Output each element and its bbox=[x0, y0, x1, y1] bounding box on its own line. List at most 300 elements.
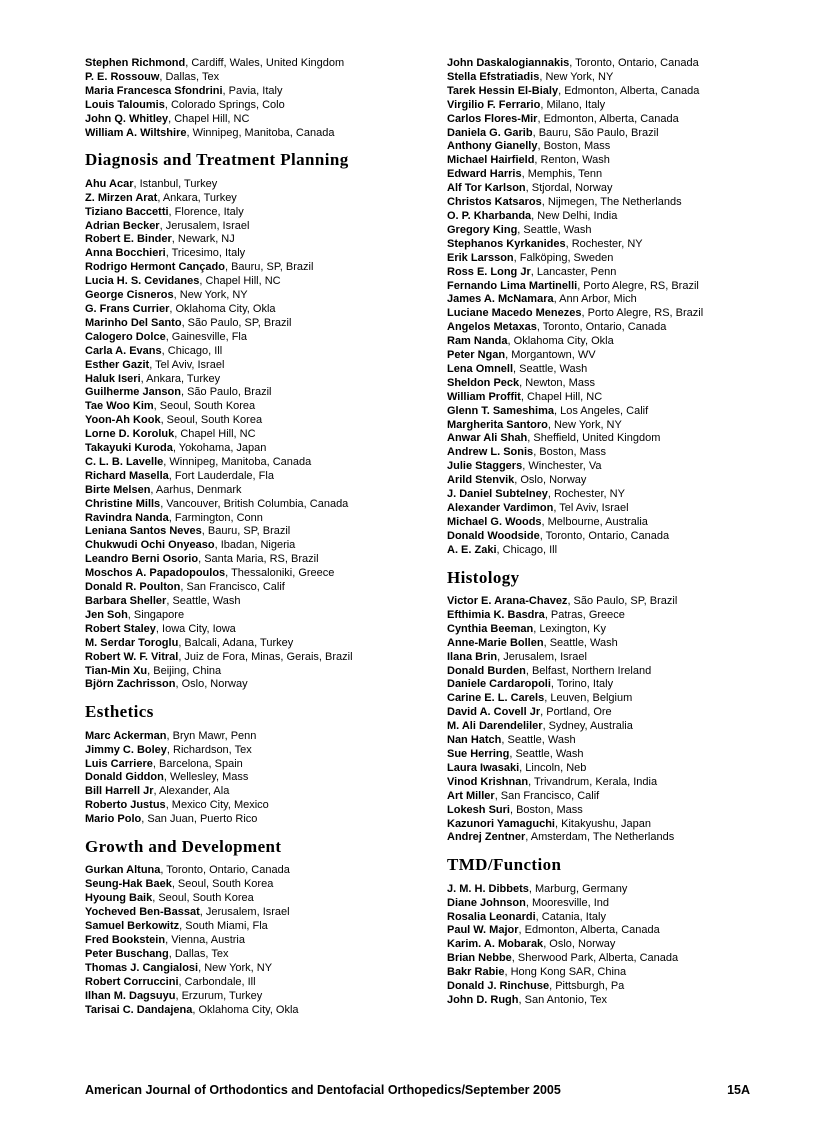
reviewer-location: , Lancaster, Penn bbox=[530, 265, 617, 278]
reviewer-name: Rodrigo Hermont Cançado bbox=[85, 261, 225, 274]
section-heading: Diagnosis and Treatment Planning bbox=[85, 150, 349, 170]
footer-page-number: 15A bbox=[727, 1083, 750, 1097]
reviewer-location: , Edmonton, Alberta, Canada bbox=[518, 924, 660, 937]
reviewer-location: , Amsterdam, The Netherlands bbox=[525, 831, 675, 844]
reviewer-name: Christos Katsaros bbox=[447, 196, 542, 209]
reviewer-name: Ross E. Long Jr bbox=[447, 265, 531, 278]
reviewer-name: George Cisneros bbox=[85, 289, 174, 302]
reviewer-location: , Pittsburgh, Pa bbox=[549, 980, 625, 993]
reviewer-entry bbox=[447, 623, 792, 637]
reviewer-entry bbox=[447, 952, 792, 966]
reviewer-location: , Boston, Mass bbox=[537, 140, 611, 153]
reviewer-name: Robert E. Binder bbox=[85, 233, 172, 246]
reviewer-location: , Seoul, South Korea bbox=[171, 878, 274, 891]
reviewer-location: , Oslo, Norway bbox=[543, 938, 616, 951]
reviewer-name: Michael Hairfield bbox=[447, 154, 535, 167]
reviewer-name: Fred Bookstein bbox=[85, 934, 166, 947]
reviewer-name: Takayuki Kuroda bbox=[85, 442, 173, 455]
reviewer-name: Rosalia Leonardi bbox=[447, 910, 536, 923]
reviewer-name: Ilana Brin bbox=[447, 650, 498, 663]
reviewer-location: , Wellesley, Mass bbox=[163, 771, 249, 784]
reviewer-entry bbox=[447, 85, 792, 99]
reviewer-name: John Q. Whitley bbox=[85, 112, 169, 125]
reviewer-entry bbox=[85, 665, 430, 679]
reviewer-location: , Patras, Greece bbox=[544, 608, 625, 621]
reviewer-name: Kazunori Yamaguchi bbox=[447, 817, 555, 830]
reviewer-entry bbox=[85, 878, 430, 892]
reviewer-entry bbox=[447, 432, 792, 446]
reviewer-entry bbox=[447, 488, 792, 502]
reviewer-name: Vinod Krishnan bbox=[447, 775, 529, 788]
reviewer-name: Daniele Cardaropoli bbox=[447, 678, 551, 691]
reviewer-entry bbox=[447, 293, 792, 307]
reviewer-name: Jen Soh bbox=[85, 608, 128, 621]
reviewer-name: Peter Ngan bbox=[447, 349, 506, 362]
reviewer-location: , Oklahoma City, Okla bbox=[169, 302, 276, 315]
reviewer-entry bbox=[85, 386, 430, 400]
reviewer-location: , São Paulo, Brazil bbox=[180, 386, 272, 399]
reviewer-name: Calogero Dolce bbox=[85, 330, 166, 343]
reviewer-location: , Pavia, Italy bbox=[222, 84, 283, 97]
reviewer-entry bbox=[85, 233, 430, 247]
reviewer-entry bbox=[447, 196, 792, 210]
reviewer-name: Robert Staley bbox=[85, 622, 156, 635]
reviewer-name: Luis Carriere bbox=[85, 757, 153, 770]
reviewer-location: , Lincoln, Neb bbox=[519, 761, 587, 774]
reviewer-location: , Kitakyushu, Japan bbox=[555, 817, 652, 830]
reviewer-location: , Seattle, Wash bbox=[166, 595, 241, 608]
reviewer-entry bbox=[85, 456, 430, 470]
reviewer-location: , San Juan, Puerto Rico bbox=[141, 813, 258, 826]
reviewer-location: , Bauru, São Paulo, Brazil bbox=[532, 126, 659, 139]
reviewer-entry bbox=[447, 897, 792, 911]
reviewer-name: Daniela G. Garib bbox=[447, 126, 533, 139]
reviewer-entry bbox=[85, 906, 430, 920]
reviewer-name: Sheldon Peck bbox=[447, 376, 520, 389]
reviewer-name: Birte Melsen bbox=[85, 483, 151, 496]
reviewer-entry bbox=[447, 706, 792, 720]
reviewer-name: Fernando Lima Martinelli bbox=[447, 279, 578, 292]
reviewer-entry bbox=[447, 924, 792, 938]
reviewer-entry bbox=[85, 373, 430, 387]
reviewer-name: Adrian Becker bbox=[85, 219, 160, 232]
reviewer-entry bbox=[85, 289, 430, 303]
reviewer-location: , Toronto, Ontario, Canada bbox=[536, 321, 667, 334]
reviewer-name: Marc Ackerman bbox=[85, 729, 167, 742]
reviewer-entry bbox=[85, 623, 430, 637]
reviewer-location: , Mexico City, Mexico bbox=[165, 799, 269, 812]
reviewer-name: Michael G. Woods bbox=[447, 515, 542, 528]
reviewer-name: Alexander Vardimon bbox=[447, 502, 554, 514]
reviewer-location: , Marburg, Germany bbox=[528, 882, 628, 895]
reviewer-location: , Cardiff, Wales, United Kingdom bbox=[185, 57, 345, 69]
reviewer-name: Leniana Santos Neves bbox=[85, 525, 202, 538]
reviewer-location: , Rochester, NY bbox=[565, 237, 643, 250]
reviewer-entry bbox=[85, 317, 430, 331]
reviewer-name: James A. McNamara bbox=[447, 293, 554, 306]
reviewer-entry bbox=[85, 206, 430, 220]
reviewer-location: , Edmonton, Alberta, Canada bbox=[537, 112, 679, 125]
reviewer-entry bbox=[85, 414, 430, 428]
reviewer-name: A. E. Zaki bbox=[447, 543, 497, 556]
reviewer-entry bbox=[447, 748, 792, 762]
reviewer-entry bbox=[447, 938, 792, 952]
reviewer-name: Tiziano Baccetti bbox=[85, 205, 169, 218]
reviewer-entry bbox=[85, 813, 430, 827]
reviewer-entry bbox=[85, 400, 430, 414]
reviewer-entry bbox=[447, 762, 792, 776]
reviewer-location: , Memphis, Tenn bbox=[521, 168, 603, 181]
reviewer-location: , Dallas, Tex bbox=[159, 70, 220, 83]
reviewer-entry bbox=[447, 502, 792, 516]
reviewer-name: M. Serdar Toroglu bbox=[85, 636, 179, 649]
reviewer-location: , New York, NY bbox=[173, 289, 248, 302]
reviewer-name: Gurkan Altuna bbox=[85, 864, 161, 877]
reviewer-location: , Catania, Italy bbox=[535, 910, 606, 923]
reviewer-entry bbox=[447, 692, 792, 706]
reviewer-location: , New York, NY bbox=[547, 418, 622, 431]
reviewer-name: Tae Woo Kim bbox=[85, 400, 154, 413]
reviewer-entry bbox=[85, 85, 430, 99]
reviewer-location: , Thessaloniki, Greece bbox=[225, 567, 335, 580]
reviewer-location: , Chicago, Ill bbox=[161, 344, 223, 357]
reviewer-entry bbox=[85, 127, 430, 141]
reviewer-entry bbox=[447, 71, 792, 85]
reviewer-entry bbox=[85, 785, 430, 799]
reviewer-name: Paul W. Major bbox=[447, 924, 519, 937]
reviewer-name: Sue Herring bbox=[447, 747, 510, 760]
reviewer-location: , Alexander, Ala bbox=[153, 785, 230, 798]
reviewer-location: , Seoul, South Korea bbox=[152, 892, 254, 905]
reviewer-location: , Stjordal, Norway bbox=[525, 182, 613, 195]
reviewer-name: Donald R. Poulton bbox=[85, 581, 181, 594]
reviewer-location: , Fort Lauderdale, Fla bbox=[168, 469, 274, 482]
reviewer-name: Stephen Richmond bbox=[85, 57, 186, 69]
reviewer-entry bbox=[85, 178, 430, 192]
reviewer-location: , Newark, NJ bbox=[171, 233, 235, 246]
reviewer-location: , Iowa City, Iowa bbox=[155, 622, 236, 635]
reviewer-entry bbox=[85, 192, 430, 206]
reviewer-entry bbox=[447, 154, 792, 168]
reviewer-entry bbox=[447, 419, 792, 433]
reviewer-entry bbox=[85, 71, 430, 85]
reviewer-location: , São Paulo, SP, Brazil bbox=[567, 595, 678, 608]
reviewer-name: Christine Mills bbox=[85, 497, 161, 510]
reviewer-name: Thomas J. Cangialosi bbox=[85, 961, 199, 974]
reviewer-name: Lokesh Suri bbox=[447, 803, 510, 816]
reviewer-name: Carine E. L. Carels bbox=[447, 692, 545, 705]
reviewer-location: , Tel Aviv, Israel bbox=[553, 502, 629, 514]
reviewer-name: Yoon-Ah Kook bbox=[85, 414, 161, 427]
reviewer-location: , Hong Kong SAR, China bbox=[504, 966, 627, 979]
reviewer-entry bbox=[447, 966, 792, 980]
reviewer-entry bbox=[85, 637, 430, 651]
reviewer-entry bbox=[85, 799, 430, 813]
reviewer-name: Angelos Metaxas bbox=[447, 321, 537, 334]
reviewer-entry bbox=[85, 976, 430, 990]
reviewer-entry bbox=[85, 567, 430, 581]
reviewer-entry bbox=[447, 994, 792, 1008]
reviewer-name: Samuel Berkowitz bbox=[85, 920, 180, 933]
reviewer-location: , Beijing, China bbox=[147, 664, 222, 677]
reviewer-name: Barbara Sheller bbox=[85, 595, 167, 608]
reviewer-entry bbox=[447, 307, 792, 321]
reviewer-name: Stella Efstratiadis bbox=[447, 70, 540, 83]
reviewer-name: Ilhan M. Dagsuyu bbox=[85, 989, 176, 1002]
reviewer-location: , Porto Alegre, RS, Brazil bbox=[581, 307, 704, 320]
reviewer-location: , Torino, Italy bbox=[550, 678, 614, 691]
reviewer-name: Diane Johnson bbox=[447, 896, 526, 909]
reviewer-name: Laura Iwasaki bbox=[447, 761, 520, 774]
reviewer-name: Leandro Berni Osorio bbox=[85, 553, 199, 566]
reviewer-name: P. E. Rossouw bbox=[85, 70, 160, 83]
reviewer-list bbox=[85, 57, 792, 1017]
reviewer-location: , Toronto, Ontario, Canada bbox=[569, 57, 699, 69]
reviewer-name: Maria Francesca Sfondrini bbox=[85, 84, 223, 97]
reviewer-location: , Dallas, Tex bbox=[168, 947, 229, 960]
reviewer-location: , Vancouver, British Columbia, Canada bbox=[160, 497, 349, 510]
reviewer-location: , Barcelona, Spain bbox=[152, 757, 243, 770]
reviewer-name: Carlos Flores-Mir bbox=[447, 112, 538, 125]
reviewer-entry bbox=[447, 280, 792, 294]
reviewer-name: Lucia H. S. Cevidanes bbox=[85, 275, 200, 288]
reviewer-entry bbox=[447, 321, 792, 335]
reviewer-name: Nan Hatch bbox=[447, 734, 502, 747]
reviewer-location: , Ibadan, Nigeria bbox=[214, 539, 296, 552]
reviewer-entry bbox=[85, 990, 430, 1004]
reviewer-location: , New York, NY bbox=[539, 70, 614, 83]
reviewer-location: , San Francisco, Calif bbox=[180, 581, 285, 594]
reviewer-location: , Trivandrum, Kerala, India bbox=[528, 775, 658, 788]
reviewer-name: Esther Gazit bbox=[85, 358, 150, 371]
reviewer-name: Mario Polo bbox=[85, 813, 142, 826]
reviewer-name: Ravindra Nanda bbox=[85, 511, 169, 524]
reviewer-name: Erik Larsson bbox=[447, 251, 514, 264]
reviewer-location: , Milano, Italy bbox=[540, 98, 606, 111]
reviewer-entry bbox=[447, 474, 792, 488]
reviewer-entry bbox=[447, 57, 792, 71]
reviewer-name: Donald Burden bbox=[447, 664, 526, 677]
reviewer-location: , Richardson, Tex bbox=[166, 743, 252, 756]
reviewer-entry bbox=[447, 637, 792, 651]
reviewer-location: , Seattle, Wash bbox=[501, 734, 576, 747]
reviewer-name: Edward Harris bbox=[447, 168, 522, 181]
reviewer-name: Art Miller bbox=[447, 789, 495, 802]
reviewer-entry bbox=[85, 934, 430, 948]
reviewer-name: Lorne D. Koroluk bbox=[85, 428, 175, 441]
reviewer-entry bbox=[447, 127, 792, 141]
reviewer-location: , Boston, Mass bbox=[509, 803, 583, 816]
reviewer-name: M. Ali Darendeliler bbox=[447, 720, 543, 733]
reviewer-location: , Seattle, Wash bbox=[517, 223, 592, 236]
reviewer-location: , Gainesville, Fla bbox=[165, 330, 247, 343]
reviewer-entry bbox=[447, 391, 792, 405]
reviewer-location: , Rochester, NY bbox=[547, 488, 625, 501]
reviewer-location: , Ann Arbor, Mich bbox=[553, 293, 637, 306]
reviewer-name: Richard Masella bbox=[85, 469, 169, 482]
reviewer-entry bbox=[447, 734, 792, 748]
reviewer-entry bbox=[447, 883, 792, 897]
reviewer-name: John Daskalogiannakis bbox=[447, 57, 570, 69]
reviewer-entry bbox=[447, 911, 792, 925]
reviewer-name: Stephanos Kyrkanides bbox=[447, 237, 566, 250]
section-heading: Esthetics bbox=[85, 702, 154, 722]
reviewer-name: Anthony Gianelly bbox=[447, 140, 538, 153]
reviewer-location: , Bryn Mawr, Penn bbox=[166, 729, 257, 742]
reviewer-entry bbox=[85, 303, 430, 317]
reviewer-location: , Jerusalem, Israel bbox=[497, 650, 587, 663]
reviewer-name: Hyoung Baik bbox=[85, 892, 153, 905]
reviewer-name: Peter Buschang bbox=[85, 947, 169, 960]
reviewer-location: , Leuven, Belgium bbox=[544, 692, 633, 705]
reviewer-name: Jimmy C. Boley bbox=[85, 743, 167, 756]
reviewer-location: , New Delhi, India bbox=[531, 209, 618, 222]
reviewer-entry bbox=[85, 730, 430, 744]
reviewer-name: John D. Rugh bbox=[447, 993, 519, 1006]
reviewer-name: Haluk Iseri bbox=[85, 372, 141, 385]
reviewer-entry bbox=[85, 525, 430, 539]
reviewer-entry bbox=[85, 758, 430, 772]
reviewer-location: , Chicago, Ill bbox=[496, 543, 558, 556]
reviewer-location: , Farmington, Conn bbox=[168, 511, 263, 524]
reviewer-location: , Lexington, Ky bbox=[533, 622, 606, 635]
reviewer-name: Brian Nebbe bbox=[447, 952, 512, 965]
reviewer-location: , Chapel Hill, NC bbox=[168, 112, 250, 125]
reviewer-location: , Seoul, South Korea bbox=[160, 414, 263, 427]
reviewer-entry bbox=[447, 405, 792, 419]
reviewer-entry bbox=[85, 595, 430, 609]
reviewer-entry bbox=[447, 544, 792, 558]
reviewer-name: O. P. Kharbanda bbox=[447, 209, 532, 222]
reviewer-name: Donald Giddon bbox=[85, 771, 164, 784]
reviewer-entry bbox=[447, 168, 792, 182]
reviewer-location: , Mooresville, Ind bbox=[525, 896, 609, 909]
reviewer-location: , Edmonton, Alberta, Canada bbox=[558, 84, 700, 97]
reviewer-location: , Tel Aviv, Israel bbox=[149, 358, 225, 371]
reviewer-location: , San Antonio, Tex bbox=[518, 993, 607, 1006]
reviewer-location: , Seattle, Wash bbox=[513, 362, 588, 375]
reviewer-entry bbox=[447, 530, 792, 544]
reviewer-location: , Tricesimo, Italy bbox=[165, 247, 246, 260]
reviewer-name: Ahu Acar bbox=[85, 177, 134, 190]
reviewer-name: Tarek Hessin El-Bialy bbox=[447, 84, 559, 97]
reviewer-location: , Bauru, SP, Brazil bbox=[201, 525, 291, 538]
reviewer-name: Karim. A. Mobarak bbox=[447, 938, 544, 951]
reviewer-name: J. M. H. Dibbets bbox=[447, 882, 529, 895]
reviewer-entry bbox=[447, 460, 792, 474]
reviewer-entry bbox=[447, 335, 792, 349]
reviewer-entry bbox=[85, 275, 430, 289]
reviewer-location: , Oslo, Norway bbox=[514, 474, 587, 487]
reviewer-entry bbox=[85, 345, 430, 359]
reviewer-location: , Melbourne, Australia bbox=[541, 515, 648, 528]
reviewer-location: , Boston, Mass bbox=[533, 446, 606, 459]
reviewer-location: , Oklahoma City, Okla bbox=[507, 335, 614, 348]
reviewer-name: Gregory King bbox=[447, 223, 518, 236]
reviewer-location: , Erzurum, Turkey bbox=[175, 989, 263, 1002]
reviewer-entry bbox=[85, 57, 430, 71]
reviewer-entry bbox=[85, 553, 430, 567]
reviewer-entry bbox=[447, 266, 792, 280]
reviewer-location: , Chapel Hill, NC bbox=[199, 275, 281, 288]
reviewer-entry bbox=[85, 220, 430, 234]
reviewer-name: Luciane Macedo Menezes bbox=[447, 307, 582, 320]
reviewer-entry bbox=[447, 790, 792, 804]
reviewer-entry bbox=[447, 595, 792, 609]
reviewer-name: Donald J. Rinchuse bbox=[447, 980, 550, 993]
reviewer-location: , Chapel Hill, NC bbox=[174, 428, 256, 441]
reviewer-name: Ram Nanda bbox=[447, 335, 508, 348]
reviewer-entry bbox=[85, 539, 430, 553]
reviewer-name: G. Frans Currier bbox=[85, 302, 170, 315]
reviewer-name: David A. Covell Jr bbox=[447, 706, 541, 719]
reviewer-location: , Florence, Italy bbox=[168, 205, 244, 218]
reviewer-location: , Chapel Hill, NC bbox=[520, 390, 603, 403]
reviewer-entry bbox=[447, 678, 792, 692]
reviewer-location: , Sheffield, United Kingdom bbox=[527, 432, 661, 445]
reviewer-location: , Portland, Ore bbox=[540, 706, 612, 719]
reviewer-name: Anwar Ali Shah bbox=[447, 432, 528, 445]
reviewer-entry bbox=[85, 609, 430, 623]
reviewer-name: William Proffit bbox=[447, 390, 521, 403]
reviewer-entry bbox=[85, 99, 430, 113]
reviewer-entry bbox=[85, 512, 430, 526]
reviewer-location: , Seoul, South Korea bbox=[153, 400, 256, 413]
reviewer-name: Bakr Rabie bbox=[447, 966, 505, 979]
reviewer-entry bbox=[85, 331, 430, 345]
reviewer-name: Efthimia K. Basdra bbox=[447, 608, 545, 621]
reviewer-name: Roberto Justus bbox=[85, 799, 166, 812]
reviewer-name: Anna Bocchieri bbox=[85, 247, 166, 260]
reviewer-entry bbox=[447, 210, 792, 224]
reviewer-name: Chukwudi Ochi Onyeaso bbox=[85, 539, 215, 552]
reviewer-location: , São Paulo, SP, Brazil bbox=[181, 316, 292, 329]
reviewer-entry bbox=[447, 804, 792, 818]
reviewer-location: , Balcali, Adana, Turkey bbox=[178, 636, 294, 649]
footer-journal-line: American Journal of Orthodontics and Dentofacial Orthopedics/September 2005 bbox=[85, 1083, 561, 1097]
reviewer-entry bbox=[85, 359, 430, 373]
reviewer-entry bbox=[447, 446, 792, 460]
reviewer-name: Julie Staggers bbox=[447, 460, 523, 473]
reviewer-name: Guilherme Janson bbox=[85, 386, 181, 399]
reviewer-location: , Istanbul, Turkey bbox=[133, 177, 218, 190]
reviewer-name: Tarisai C. Dandajena bbox=[85, 1003, 193, 1016]
reviewer-entry bbox=[85, 962, 430, 976]
reviewer-entry bbox=[85, 498, 430, 512]
reviewer-entry bbox=[447, 349, 792, 363]
reviewer-entry bbox=[447, 516, 792, 530]
reviewer-entry bbox=[447, 363, 792, 377]
reviewer-name: J. Daniel Subtelney bbox=[447, 488, 548, 501]
reviewer-location: , Jerusalem, Israel bbox=[199, 906, 290, 919]
reviewer-location: , Carbondale, Ill bbox=[178, 975, 256, 988]
reviewer-entry bbox=[85, 247, 430, 261]
reviewer-location: , Toronto, Ontario, Canada bbox=[160, 864, 290, 877]
reviewer-location: , New York, NY bbox=[198, 961, 273, 974]
reviewer-location: , Ankara, Turkey bbox=[157, 191, 237, 204]
reviewer-entry bbox=[447, 182, 792, 196]
reviewer-entry bbox=[447, 651, 792, 665]
reviewer-location: , Vienna, Austria bbox=[165, 934, 245, 947]
reviewer-name: Andrej Zentner bbox=[447, 831, 526, 844]
reviewer-name: William A. Wiltshire bbox=[85, 126, 187, 139]
reviewer-name: Margherita Santoro bbox=[447, 418, 548, 431]
reviewer-name: C. L. B. Lavelle bbox=[85, 455, 164, 468]
reviewer-entry bbox=[447, 776, 792, 790]
page-footer bbox=[85, 1083, 750, 1097]
reviewer-name: Cynthia Beeman bbox=[447, 622, 534, 635]
reviewer-entry bbox=[85, 771, 430, 785]
